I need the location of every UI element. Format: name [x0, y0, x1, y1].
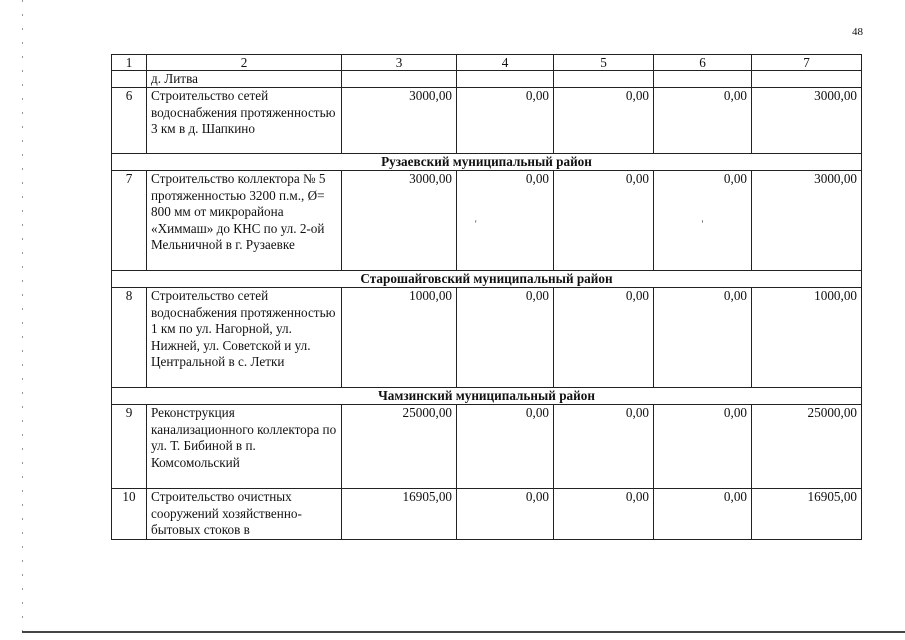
- header-cell: 3: [342, 55, 457, 71]
- page-bottom-edge: [22, 631, 905, 633]
- district-name: Старошайговский муниципальный район: [112, 271, 862, 288]
- table-row: [112, 288, 862, 388]
- row-value: 1000,00: [342, 288, 457, 388]
- row-value: 3000,00: [342, 171, 457, 271]
- row-name: Строительство сетей водоснабжения протяженностью 3 км в д. Шапкино: [147, 88, 342, 154]
- row-name: Строительство коллектора № 5 протяженностью 3200 п.м., Ø= 800 мм от микрорайона «Химмаш» до КНС по ул. 2-ой Мельничной в г. Рузаевке: [147, 171, 342, 271]
- district-row: [112, 271, 862, 288]
- row-value: 1000,00: [752, 288, 862, 388]
- header-row: [112, 55, 862, 71]
- row-value: 16905,00: [342, 489, 457, 539]
- row-value: 0,00: [554, 489, 654, 539]
- row-name: Реконструкция канализационного коллектора по ул. Т. Бибиной в п. Комсомольский: [147, 405, 342, 489]
- row-value: 0,00: [554, 405, 654, 489]
- row-value: 0,00: [457, 88, 554, 154]
- row-number: 8: [112, 288, 147, 388]
- row-value: [457, 71, 554, 88]
- table-row-continuation: [112, 71, 862, 88]
- table-row: [112, 489, 862, 539]
- row-value: 0,00: [654, 288, 752, 388]
- row-number: [112, 71, 147, 88]
- scan-speck: ': [475, 218, 477, 229]
- row-value: [554, 71, 654, 88]
- row-value: 25000,00: [752, 405, 862, 489]
- row-value-text: 0,00: [723, 171, 747, 187]
- row-name: д. Литва: [147, 71, 342, 88]
- table-row: [112, 88, 862, 154]
- row-value: [654, 171, 752, 271]
- row-name: Строительство очистных сооружений хозяйственно-бытовых стоков в: [147, 489, 342, 539]
- row-value: 0,00: [457, 288, 554, 388]
- scan-speck: ': [701, 218, 704, 229]
- header-cell: 1: [112, 55, 147, 71]
- row-value: [342, 71, 457, 88]
- row-value: [752, 71, 862, 88]
- row-name: Строительство сетей водоснабжения протяженностью 1 км по ул. Нагорной, ул. Нижней, ул. Советской и ул. Центральной в с. Летки: [147, 288, 342, 388]
- row-value: 0,00: [457, 405, 554, 489]
- district-name: Чамзинский муниципальный район: [112, 388, 862, 405]
- row-value: 16905,00: [752, 489, 862, 539]
- header-cell: 5: [554, 55, 654, 71]
- header-cell: 4: [457, 55, 554, 71]
- row-value-text: 0,00: [525, 171, 549, 187]
- row-value: 0,00: [554, 88, 654, 154]
- table-row: [112, 405, 862, 489]
- row-value: [457, 171, 554, 271]
- district-name: Рузаевский муниципальный район: [112, 154, 862, 171]
- row-value: 3000,00: [342, 88, 457, 154]
- row-number: 10: [112, 489, 147, 539]
- table-row: [112, 171, 862, 271]
- row-number: 6: [112, 88, 147, 154]
- district-row: [112, 388, 862, 405]
- row-value: [654, 71, 752, 88]
- header-cell: 7: [752, 55, 862, 71]
- row-value: 0,00: [654, 405, 752, 489]
- row-value: 25000,00: [342, 405, 457, 489]
- row-value: 3000,00: [752, 88, 862, 154]
- header-cell: 2: [147, 55, 342, 71]
- binding-edge-mark: [22, 0, 23, 632]
- district-row: [112, 154, 862, 171]
- header-cell: 6: [654, 55, 752, 71]
- row-number: 7: [112, 171, 147, 271]
- investment-table: [111, 54, 862, 540]
- row-value: 0,00: [654, 489, 752, 539]
- row-value: 0,00: [554, 171, 654, 271]
- row-value: 3000,00: [752, 171, 862, 271]
- row-value: 0,00: [457, 489, 554, 539]
- page-number: 48: [852, 26, 863, 38]
- row-value: 0,00: [554, 288, 654, 388]
- row-value: 0,00: [654, 88, 752, 154]
- row-number: 9: [112, 405, 147, 489]
